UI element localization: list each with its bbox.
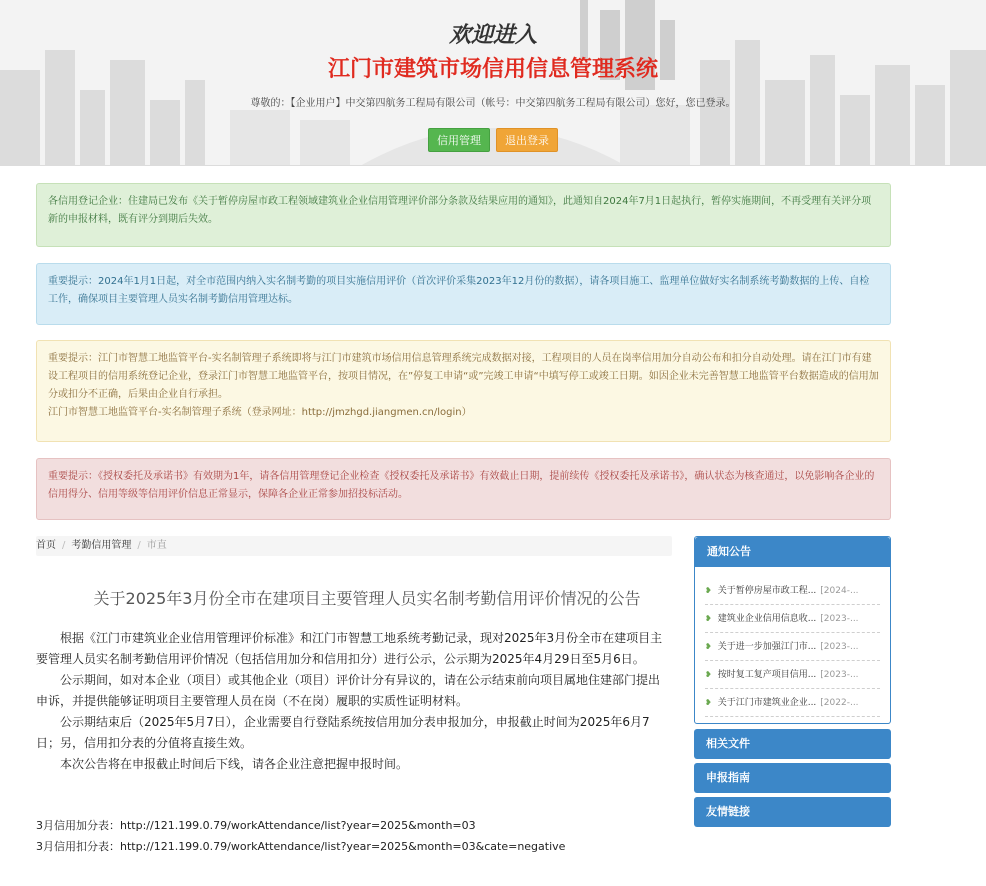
- notice-date: [2023-...: [820, 614, 859, 624]
- leaf-bullet-icon: ❥: [705, 586, 712, 595]
- list-item[interactable]: [705, 633, 880, 661]
- welcome-heading: 欢迎进入: [448, 23, 537, 48]
- apply-guide-button[interactable]: 申报指南: [694, 763, 891, 793]
- breadcrumb-home[interactable]: 首页: [36, 540, 56, 551]
- breadcrumb-separator: /: [62, 540, 66, 551]
- article-paragraph: 公示期间，如对本企业（项目）或其他企业（项目）评价计分有异议的，请在公示结束前向项目属地住建部门提出申诉，并提供能够证明项目主要管理人员在岗（不在岗）履职的实质性证明材料。: [36, 673, 661, 708]
- list-item[interactable]: [705, 605, 880, 633]
- notice-date: [2022-...: [820, 698, 859, 708]
- related-files-button[interactable]: 相关文件: [694, 729, 891, 759]
- alert-smart-site-login: 江门市智慧工地监管平台-实名制管理子系统（登录网址：http://jmzhgd.jiangmen.cn/login）: [48, 407, 472, 418]
- alert-attendance-evaluation: 重要提示：2024年1月1日起，对全市范围内纳入实名制考勤的项目实施信用评价（首次评价采集2023年12月份的数据），请各项目施工、监理单位做好实名制系统考勤数据的上传、自检工作，确保项目主要管理人员实名制考勤信用管理达标。: [36, 263, 891, 325]
- leaf-bullet-icon: ❥: [705, 670, 712, 679]
- notice-text: 建筑业企业信用信息收...: [717, 614, 817, 624]
- article-links: [36, 815, 676, 857]
- leaf-bullet-icon: ❥: [705, 642, 712, 651]
- list-item[interactable]: [705, 661, 880, 689]
- notice-panel: [694, 536, 891, 724]
- alert-smart-site-platform: [36, 340, 891, 442]
- credit-add-table-link[interactable]: 3月信用加分表：http://121.199.0.79/workAttendance/list?year=2025&month=03: [36, 819, 476, 832]
- leaf-bullet-icon: ❥: [705, 614, 712, 623]
- list-item[interactable]: [705, 577, 880, 605]
- alert-authorization-letter: 重要提示：《授权委托及承诺书》有效期为1年，请各信用管理登记企业检查《授权委托及承诺书》有效截止日期，提前续传《授权委托及承诺书》，确认状态为核查通过，以免影响各企业的信用得分、信用等级等信用评价信息正常显示，保障各企业正常参加招投标活动。: [36, 458, 891, 520]
- notice-date: [2024-...: [820, 586, 859, 596]
- breadcrumb-current: 市直: [146, 540, 167, 551]
- friendly-links-button[interactable]: 友情链接: [694, 797, 891, 827]
- page-header: [0, 0, 986, 166]
- header-buttons: [0, 128, 986, 152]
- breadcrumb-section[interactable]: 考勤信用管理: [71, 540, 132, 551]
- alert-smart-site-text: 重要提示：江门市智慧工地监管平台-实名制管理子系统即将与江门市建筑市场信用信息管理系统完成数据对接，工程项目的人员在岗率信用加分自动公布和扣分自动处理。请在江门市有建设工程项目的信用系统登记企业，登录江门市智慧工地监管平台，按项目情况，在”停复工申请“或”完竣工申请“中填写停工或竣工日期。如因企业未完善智慧工地监管平台数据造成的信用加分或扣分不正确，后果由企业自行承担。: [48, 353, 879, 400]
- notice-text: 按时复工复产项目信用...: [717, 670, 817, 680]
- notice-panel-title: 通知公告: [695, 537, 890, 567]
- alert-credit-suspension: 各信用登记企业：住建局已发布《关于暂停房屋市政工程领域建筑业企业信用管理评价部分条款及结果应用的通知》，此通知自2024年7月1日起执行，暂停实施期间，不再受理有关评分项新的申报材料，既有评分到期后失效。: [36, 183, 891, 247]
- notice-list: [695, 567, 890, 717]
- user-greeting: 尊敬的：【企业用户】中交第四航务工程局有限公司（帐号：中交第四航务工程局有限公司）您好，您已登录。: [250, 98, 736, 109]
- leaf-bullet-icon: ❥: [705, 698, 712, 707]
- article-paragraph: 本次公告将在申报截止时间后下线，请各企业注意把握申报时间。: [60, 757, 409, 771]
- logout-button[interactable]: 退出登录: [496, 128, 558, 152]
- list-item[interactable]: [705, 689, 880, 717]
- article-body: [36, 628, 666, 775]
- notice-date: [2023-...: [820, 642, 859, 652]
- article-paragraph: 公示期结束后（2025年5月7日），企业需要自行登陆系统按信用加分表申报加分，申报截止时间为2025年6月7日；另，信用扣分表的分值将直接生效。: [36, 715, 650, 750]
- credit-minus-table-link[interactable]: 3月信用扣分表：http://121.199.0.79/workAttendance/list?year=2025&month=03&cate=negative: [36, 840, 566, 853]
- system-title: 江门市建筑市场信用信息管理系统: [327, 57, 658, 82]
- breadcrumb: [36, 536, 672, 556]
- notice-text: 关于江门市建筑业企业...: [717, 698, 817, 708]
- notice-text: 关于暂停房屋市政工程...: [717, 586, 817, 596]
- notice-date: [2023-...: [820, 670, 859, 680]
- article-title: 关于2025年3月份全市在建项目主要管理人员实名制考勤信用评价情况的公告: [93, 589, 641, 608]
- article-paragraph: 根据《江门市建筑业企业信用管理评价标准》和江门市智慧工地系统考勤记录，现对2025年3月份全市在建项目主要管理人员实名制考勤信用评价情况（包括信用加分和信用扣分）进行公示，公示期为2025年4月29日至5月6日。: [36, 631, 663, 666]
- credit-management-button[interactable]: 信用管理: [428, 128, 490, 152]
- notice-text: 关于进一步加强江门市...: [717, 642, 817, 652]
- breadcrumb-separator: /: [137, 540, 141, 551]
